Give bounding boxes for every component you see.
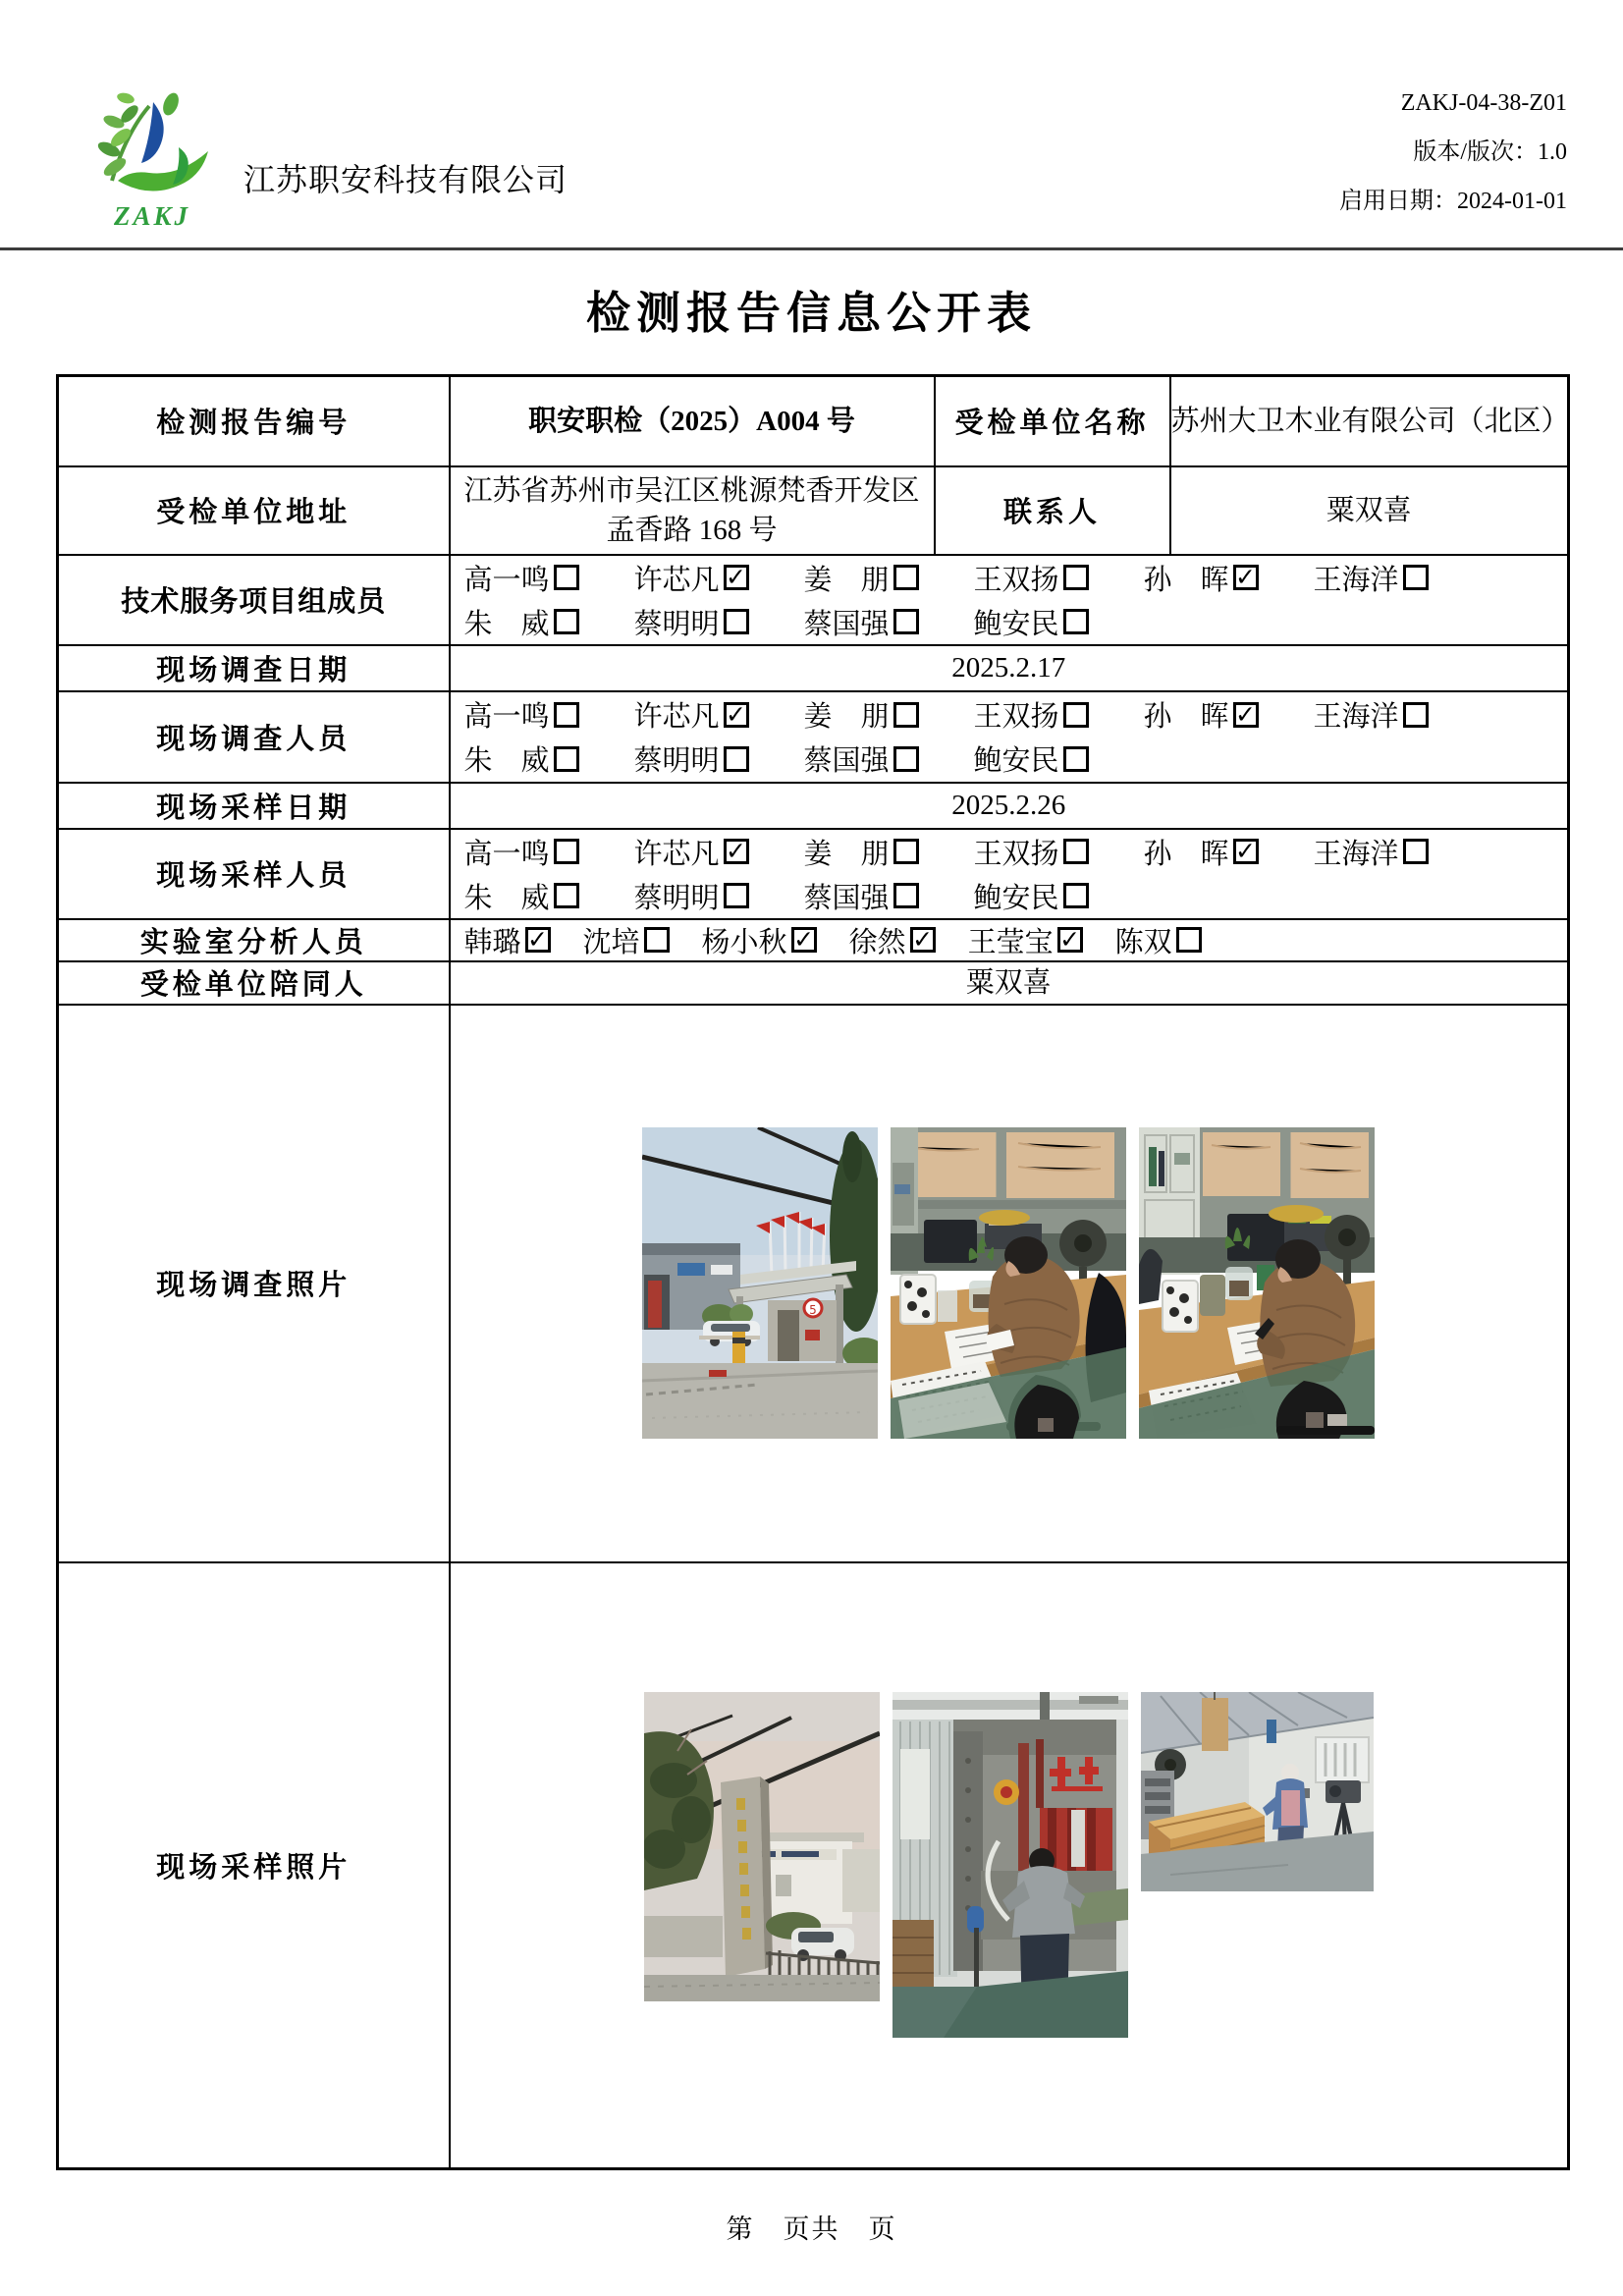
member-name: 王双扬 (973, 701, 1059, 733)
survey-date-label: 现场调查日期 (58, 645, 450, 691)
row-sampling-staff (58, 829, 1569, 919)
member-name: 王莹宝 (967, 926, 1054, 958)
member-name: 蔡明明 (633, 882, 720, 914)
member-item (702, 920, 817, 960)
member-name: 王海洋 (1313, 838, 1399, 870)
checkbox-checked-icon: ✓ (1233, 565, 1259, 590)
doc-version: 版本/版次：1.0 (1413, 139, 1567, 165)
member-name: 王海洋 (1313, 701, 1399, 733)
unit-address-value: 江苏省苏州市吴江区桃源梵香开发区孟香路 168 号 (450, 466, 935, 555)
member-item (974, 558, 1144, 598)
member-item (804, 602, 974, 642)
member-item (634, 558, 804, 598)
member-name: 朱 威 (463, 608, 550, 640)
member-name: 韩璐 (463, 926, 521, 958)
member-name: 姜 朋 (803, 838, 890, 870)
member-line-1 (451, 830, 1568, 874)
survey-photos-cell (450, 1005, 1569, 1562)
member-name: 蔡国强 (803, 882, 890, 914)
checkbox-checked-icon: ✓ (1233, 702, 1259, 728)
member-item (804, 558, 974, 598)
member-item (464, 694, 634, 735)
document-control-block (1339, 79, 1567, 226)
checkbox-unchecked-icon (893, 883, 919, 908)
row-sampling-date (58, 783, 1569, 829)
checkbox-unchecked-icon (554, 883, 579, 908)
report-info-table (56, 374, 1570, 2170)
member-item (1144, 694, 1314, 735)
row-lab-staff (58, 919, 1569, 961)
logo-text: ZAKJ (113, 201, 190, 231)
member-item (804, 694, 974, 735)
member-line-2 (451, 737, 1568, 781)
header (0, 0, 1623, 250)
survey-photo-desk-1 (891, 1127, 1126, 1439)
sampling-staff-cell (450, 829, 1569, 919)
member-name: 鲍安民 (973, 608, 1059, 640)
member-name: 孙 晖 (1143, 564, 1229, 596)
checkbox-checked-icon: ✓ (910, 927, 936, 953)
checkbox-unchecked-icon (554, 746, 579, 772)
checkbox-unchecked-icon (1063, 839, 1089, 864)
survey-photo-strip (451, 1127, 1568, 1439)
member-item (974, 602, 1144, 642)
member-item (464, 558, 634, 598)
member-item (1115, 920, 1202, 960)
checkbox-checked-icon: ✓ (525, 927, 551, 953)
checkbox-checked-icon: ✓ (724, 702, 749, 728)
checkbox-unchecked-icon (1176, 927, 1202, 953)
member-name: 王双扬 (973, 564, 1059, 596)
checkbox-unchecked-icon (554, 609, 579, 634)
checkbox-unchecked-icon (893, 565, 919, 590)
checkbox-checked-icon: ✓ (791, 927, 817, 953)
member-name: 蔡明明 (633, 608, 720, 640)
team-members-cell (450, 555, 1569, 645)
checkbox-unchecked-icon (893, 746, 919, 772)
member-item (464, 832, 634, 872)
member-item (634, 694, 804, 735)
checkbox-unchecked-icon (644, 927, 670, 953)
member-name: 孙 晖 (1143, 701, 1229, 733)
page-footer: 第 页共 页 (726, 2214, 897, 2244)
sampling-staff-label: 现场采样人员 (58, 829, 450, 919)
checkbox-unchecked-icon (893, 702, 919, 728)
companion-value: 粟双喜 (450, 961, 1569, 1005)
member-name: 孙 晖 (1143, 838, 1229, 870)
member-item (804, 738, 974, 779)
checkbox-checked-icon: ✓ (724, 565, 749, 590)
member-name: 许芯凡 (633, 838, 720, 870)
member-item (1314, 558, 1484, 598)
survey-photo-desk-2 (1139, 1127, 1375, 1439)
checkbox-unchecked-icon (724, 609, 749, 634)
survey-photo-factory-gate (642, 1127, 878, 1439)
checkbox-unchecked-icon (1063, 746, 1089, 772)
report-no-label: 检测报告编号 (58, 376, 450, 466)
member-item (804, 876, 974, 916)
survey-staff-list (451, 692, 1568, 781)
lab-staff-cell (450, 919, 1569, 961)
member-item (464, 602, 634, 642)
member-line-1 (451, 692, 1568, 737)
member-line-1 (451, 556, 1568, 600)
member-item (974, 738, 1144, 779)
report-no-value: 职安职检（2025）A004 号 (450, 376, 935, 466)
company-name: 江苏职安科技有限公司 (243, 162, 568, 197)
member-name: 姜 朋 (803, 701, 890, 733)
checkbox-checked-icon: ✓ (724, 839, 749, 864)
member-name: 沈培 (582, 926, 640, 958)
team-label: 技术服务项目组成员 (58, 555, 450, 645)
checkbox-unchecked-icon (1403, 839, 1429, 864)
member-item (634, 832, 804, 872)
row-companion (58, 961, 1569, 1005)
survey-staff-label: 现场调查人员 (58, 691, 450, 783)
survey-staff-cell (450, 691, 1569, 783)
member-name: 陈双 (1114, 926, 1172, 958)
member-item (804, 832, 974, 872)
checkbox-unchecked-icon (724, 746, 749, 772)
checkbox-unchecked-icon (554, 839, 579, 864)
companion-label: 受检单位陪同人 (58, 961, 450, 1005)
sampling-date-value: 2025.2.26 (450, 783, 1569, 829)
member-item (583, 920, 670, 960)
lab-staff-label: 实验室分析人员 (58, 919, 450, 961)
member-item (464, 920, 551, 960)
checkbox-unchecked-icon (893, 609, 919, 634)
member-item (1144, 558, 1314, 598)
member-name: 王海洋 (1313, 564, 1399, 596)
member-item (464, 876, 634, 916)
checkbox-unchecked-icon (1063, 565, 1089, 590)
sampling-photo-press-machine (893, 1692, 1128, 2038)
company-logo (79, 86, 226, 232)
row-unit-address (58, 466, 1569, 555)
unit-address-label: 受检单位地址 (58, 466, 450, 555)
member-item (634, 602, 804, 642)
row-survey-photos (58, 1005, 1569, 1562)
member-name: 姜 朋 (803, 564, 890, 596)
checkbox-unchecked-icon (1063, 883, 1089, 908)
unit-name-value: 苏州大卫木业有限公司（北区） (1170, 376, 1569, 466)
row-sampling-photos (58, 1562, 1569, 2169)
sampling-photo-stone-gate (644, 1692, 880, 2001)
checkbox-checked-icon: ✓ (1233, 839, 1259, 864)
member-item (974, 876, 1144, 916)
member-name: 蔡国强 (803, 745, 890, 777)
checkbox-unchecked-icon (724, 883, 749, 908)
member-item (974, 694, 1144, 735)
member-line-2 (451, 600, 1568, 644)
checkbox-unchecked-icon (1403, 565, 1429, 590)
member-item (849, 920, 936, 960)
checkbox-unchecked-icon (554, 702, 579, 728)
checkbox-unchecked-icon (554, 565, 579, 590)
doc-code: ZAKJ-04-38-Z01 (1400, 90, 1567, 116)
checkbox-unchecked-icon (1403, 702, 1429, 728)
member-name: 蔡明明 (633, 745, 720, 777)
sampling-date-label: 现场采样日期 (58, 783, 450, 829)
sampling-photo-strip (451, 1692, 1568, 2038)
sampling-staff-list (451, 830, 1568, 918)
sampling-photos-label: 现场采样照片 (58, 1562, 450, 2169)
sampling-photos-cell (450, 1562, 1569, 2169)
lab-member-line (451, 920, 1568, 960)
member-name: 高一鸣 (463, 564, 550, 596)
member-line-2 (451, 874, 1568, 918)
row-team-members (58, 555, 1569, 645)
survey-photos-label: 现场调查照片 (58, 1005, 450, 1562)
checkbox-unchecked-icon (1063, 702, 1089, 728)
member-item (634, 876, 804, 916)
row-report-no (58, 376, 1569, 466)
member-item (464, 738, 634, 779)
survey-date-value: 2025.2.17 (450, 645, 1569, 691)
row-survey-date (58, 645, 1569, 691)
member-name: 高一鸣 (463, 701, 550, 733)
page-title: 检测报告信息公开表 (585, 289, 1037, 338)
doc-effective-date: 启用日期：2024-01-01 (1339, 189, 1567, 214)
member-item (1144, 832, 1314, 872)
unit-name-label: 受检单位名称 (935, 376, 1170, 466)
member-name: 蔡国强 (803, 608, 890, 640)
member-item (1314, 694, 1484, 735)
team-member-list (451, 556, 1568, 644)
contact-label: 联系人 (935, 466, 1170, 555)
member-name: 高一鸣 (463, 838, 550, 870)
member-item (974, 832, 1144, 872)
member-name: 徐然 (848, 926, 906, 958)
member-name: 杨小秋 (701, 926, 787, 958)
member-name: 朱 威 (463, 882, 550, 914)
member-item (634, 738, 804, 779)
member-name: 许芯凡 (633, 564, 720, 596)
member-item (968, 920, 1083, 960)
checkbox-checked-icon: ✓ (1057, 927, 1083, 953)
svg-text:5: 5 (809, 1303, 818, 1317)
member-name: 许芯凡 (633, 701, 720, 733)
member-name: 朱 威 (463, 745, 550, 777)
checkbox-unchecked-icon (1063, 609, 1089, 634)
member-name: 鲍安民 (973, 882, 1059, 914)
member-name: 王双扬 (973, 838, 1059, 870)
member-name: 鲍安民 (973, 745, 1059, 777)
sampling-photo-workshop (1141, 1692, 1374, 1891)
checkbox-unchecked-icon (893, 839, 919, 864)
member-item (1314, 832, 1484, 872)
contact-value: 粟双喜 (1170, 466, 1569, 555)
row-survey-staff (58, 691, 1569, 783)
